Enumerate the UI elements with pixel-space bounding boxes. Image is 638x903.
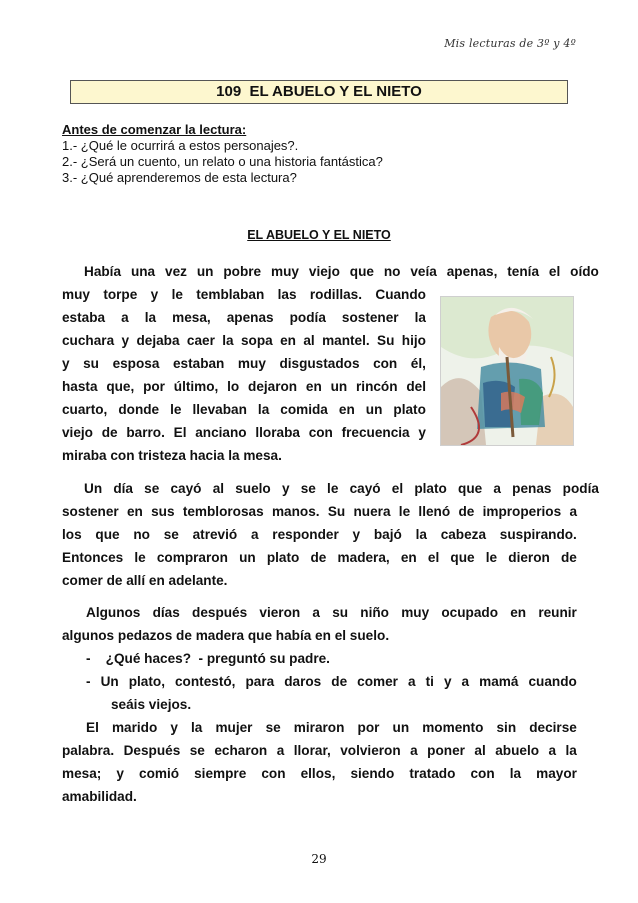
story-line: hasta que, por último, lo dejaron en un rincón del	[62, 379, 426, 394]
story-line: muy torpe y le temblaban las rodillas. Cuando	[62, 287, 426, 302]
story-title: EL ABUELO Y EL NIETO	[247, 228, 391, 242]
dialogue-line: - ¿Qué haces? - preguntó su padre.	[86, 651, 330, 666]
story-line: algunos pedazos de madera que había en el suelo.	[62, 628, 390, 643]
story-line: Entonces le compraron un plato de madera, en el que le dieron de	[62, 550, 577, 565]
story-line: palabra. Después se echaron a llorar, volvieron a poner al abuelo a la	[62, 743, 577, 758]
page-number: 29	[311, 852, 327, 866]
story-line: Algunos días después vieron a su niño muy ocupado en reunir	[86, 605, 577, 620]
story-line: mesa; y comió siempre con ellos, siendo tratado con la mayor	[62, 766, 577, 781]
story-line: comer de allí en adelante.	[62, 573, 228, 588]
story-line: y su esposa estaban muy disgustados con él,	[62, 356, 426, 371]
story-line: amabilidad.	[62, 789, 137, 804]
lesson-number: 109	[216, 83, 242, 100]
story-line: los que no se atrevió a responder y bajó la cabeza suspirando.	[62, 527, 577, 542]
dialogue-line: seáis viejos.	[111, 697, 192, 712]
story-line: miraba con tristeza hacia la mesa.	[62, 448, 282, 463]
dialogue-line: - Un plato, contestó, para daros de comer a ti y a mamá cuando	[86, 674, 577, 689]
series-note: Mis lecturas de 3º y 4º	[444, 37, 576, 50]
lesson-title: EL ABUELO Y EL NIETO	[249, 83, 422, 100]
story-line: viejo de barro. El anciano lloraba con frecuencia y	[62, 425, 426, 440]
pre-reading-question: 2.- ¿Será un cuento, un relato o una historia fantástica?	[62, 154, 383, 169]
page-title	[70, 80, 568, 104]
story-line: estaba a la mesa, apenas podía sostener la	[62, 310, 426, 325]
pre-reading-question: 1.- ¿Qué le ocurrirá a estos personajes?.	[62, 138, 299, 153]
story-line: Había una vez un pobre muy viejo que no veía apenas, tenía el oído	[84, 264, 599, 279]
grandfather-illustration	[440, 296, 574, 446]
story-line: cuchara y dejaba caer la sopa en al mantel. Su hijo	[62, 333, 426, 348]
story-line: Un día se cayó al suelo y se le cayó el plato que a penas podía	[84, 481, 599, 496]
pre-reading-question: 3.- ¿Qué aprenderemos de esta lectura?	[62, 170, 297, 185]
story-line: cuarto, donde le llevaban la comida en un plato	[62, 402, 426, 417]
pre-reading-heading: Antes de comenzar la lectura:	[62, 122, 247, 137]
story-line: sostener en sus temblorosas manos. Su nuera le llenó de improperios a	[62, 504, 577, 519]
story-line: El marido y la mujer se miraron por un momento sin decirse	[86, 720, 577, 735]
